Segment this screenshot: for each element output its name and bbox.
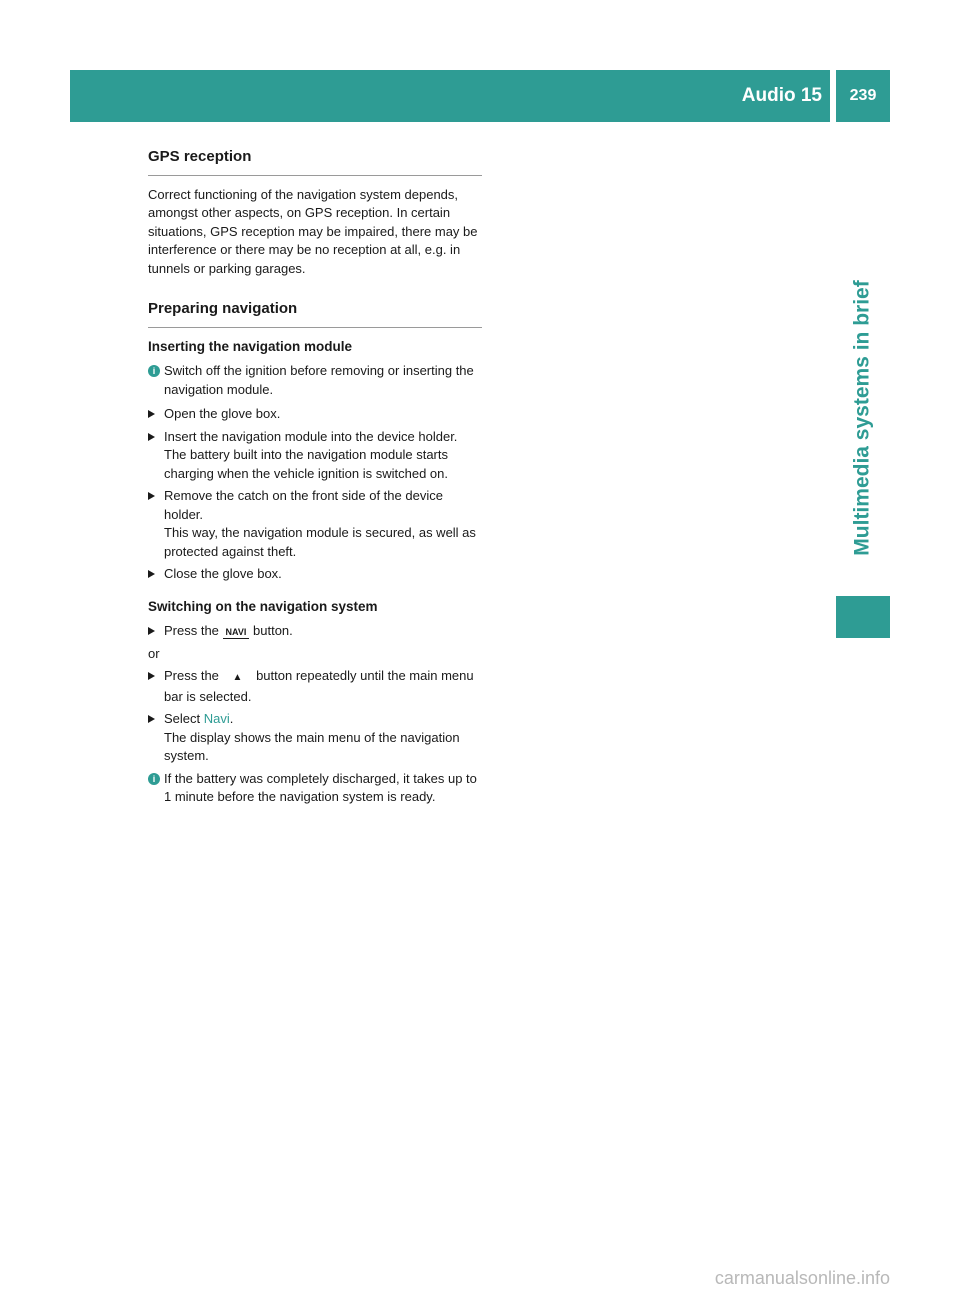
info-icon: i [148,773,160,785]
side-tab [836,235,890,600]
subsection-title-inserting: Inserting the navigation module [148,338,353,354]
list-item: Insert the navigation module into the device holder. The battery built into the navigation module starts charging when the vehicle ignition is switched on. [148,428,482,484]
section-title-preparing: Preparing navigation [148,300,482,328]
or-text: or [148,645,160,661]
arrow-bullet-icon [148,492,155,500]
info-note: i If the battery was completely discharged, it takes up to 1 minute before the navigation system is ready. [148,770,482,807]
up-arrow-key-icon: ▲ [232,672,243,683]
info-icon: i [148,365,160,377]
arrow-bullet-icon [148,715,155,723]
list-item: Select Navi. The display shows the main menu of the navigation system. [148,710,482,766]
step-result: The battery built into the navigation module starts charging when the vehicle ignition is switched on. [164,447,449,481]
subsection-title-switching: Switching on the navigation system [148,598,378,614]
header-section-title: Audio 15 [741,85,822,106]
arrow-bullet-icon [148,627,155,635]
step-result: The display shows the main menu of the navigation system. [164,729,460,763]
step-result: This way, the navigation module is secured, as well as protected against theft. [164,525,476,559]
list-item: Open the glove box. [148,405,482,424]
info-note: i Switch off the ignition before removing or inserting the navigation module. [148,362,482,399]
page-number: 239 [836,70,890,122]
section-title-gps: GPS reception [148,148,482,176]
footer-watermark: carmanualsonline.info [714,1268,890,1288]
arrow-bullet-icon [148,433,155,441]
side-tab-label: Multimedia systems in brief [851,279,875,556]
arrow-bullet-icon [148,672,155,680]
menu-item-navi: Navi [203,711,230,726]
navi-key-icon: NAVI [223,626,250,639]
list-item: Remove the catch on the front side of the device holder. This way, the navigation module is secured, as well as protected against theft. [148,487,482,561]
page-content [148,148,482,813]
gps-body: Correct functioning of the navigation system depends, amongst other aspects, on GPS reception. In certain situations, GPS reception may be impaired, there may be interference or there may be no reception at all, e.g. in tunnels or parking garages. [148,186,478,276]
list-item: Press the ▲ button repeatedly until the main menu bar is selected. [148,667,482,706]
arrow-bullet-icon [148,570,155,578]
arrow-bullet-icon [148,410,155,418]
list-item: Close the glove box. [148,565,482,584]
list-item: Press the NAVI button. [148,622,482,641]
side-tab-marker [836,596,890,638]
